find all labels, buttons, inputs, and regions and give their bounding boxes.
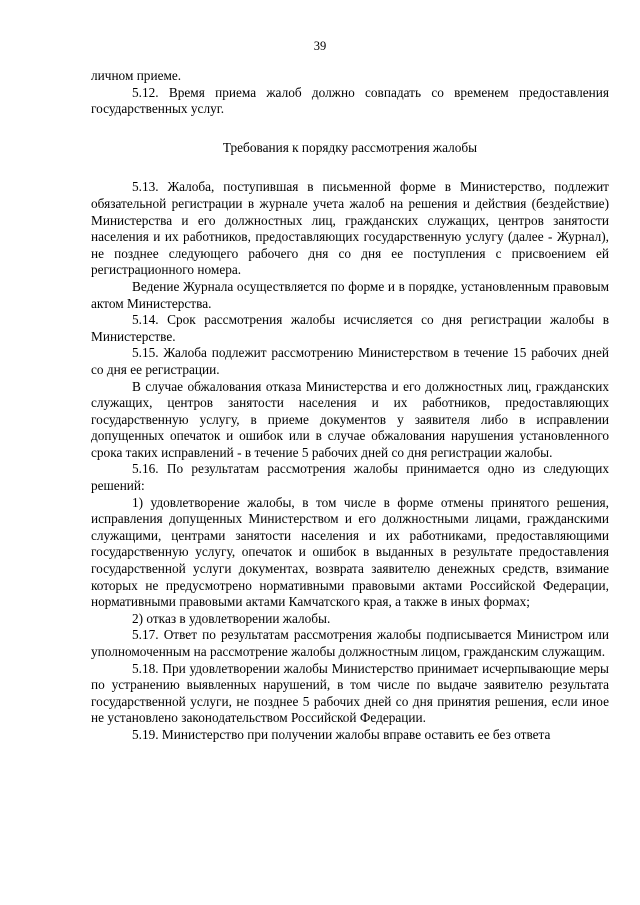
paragraph-5-16: 5.16. По результатам рассмотрения жалобы принимается одно из следующих решений: <box>91 461 609 494</box>
paragraph-continuation: личном приеме. <box>91 68 182 83</box>
paragraph-5-13: 5.13. Жалоба, поступившая в письменной форме в Министерство, подлежит обязательной регистрации в журнале учета жалоб на решения и действия (бездействие) Министерства и его должностных лиц, гражданских служащих, центров занятости населения и их работников, предоставляющих государственную услугу (далее - Журнал), не позднее следующего рабочего дня со дня ее поступления с присвоением ей регистрационного номера. <box>91 179 609 278</box>
page-number: 39 <box>313 39 327 53</box>
paragraph-5-12: 5.12. Время приема жалоб должно совпадать со временем предоставления государственных услуг. <box>91 84 609 117</box>
section-heading: Требования к порядку рассмотрения жалобы <box>222 139 478 155</box>
list-item-1: 1) удовлетворение жалобы, в том числе в форме отмены принятого решения, исправления допущенных Министерством и его должностными лицами, гражданскими служащими, центрами занятости населения и их работниками, предоставляющими государственную услугу, опечаток и ошибок в выданных в результате предоставления государственной услуги документах, возврата заявителю денежных средств, взимание которых не предусмотрено нормативными правовыми актами Российской Федерации, нормативными правовыми актами Камчатского края, а также в иных формах; <box>91 494 609 610</box>
paragraph-5-19: 5.19. Министерство при получении жалобы вправе оставить ее без ответа <box>132 726 551 742</box>
paragraph-5-17: 5.17. Ответ по результатам рассмотрения жалобы подписывается Министром или уполномоченным на рассмотрение жалобы должностным лицом, гражданским служащим. <box>91 627 609 659</box>
paragraph-5-18: 5.18. При удовлетворении жалобы Министерство принимает исчерпывающие меры по устранению выявленных нарушений, в том числе по выдаче заявителю результата государственной услуги, не позднее 5 рабочих дней со дня принятия решения, если иное не установлено законодательством Российской Федерации. <box>91 660 609 726</box>
paragraph-5-14: 5.14. Срок рассмотрения жалобы исчисляется со дня регистрации жалобы в Министерстве. <box>91 312 609 344</box>
paragraph-journal: Ведение Журнала осуществляется по форме и в порядке, установленным правовым актом Министерства. <box>91 278 609 311</box>
document-body <box>91 68 609 744</box>
list-item-2: 2) отказ в удовлетворении жалобы. <box>132 610 331 626</box>
paragraph-5-15: 5.15. Жалоба подлежит рассмотрению Министерством в течение 15 рабочих дней со дня ее регистрации. <box>91 345 609 377</box>
paragraph-refusal-appeal: В случае обжалования отказа Министерства и его должностных лиц, гражданских служащих, центров занятости населения и их работников, предоставляющих государственную услугу, в приеме документов у заявителя либо в исправлении допущенных опечаток и ошибок или в случае обжалования нарушения установленного срока таких исправлений - в течение 5 рабочих дней со дня регистрации жалобы. <box>91 378 609 460</box>
